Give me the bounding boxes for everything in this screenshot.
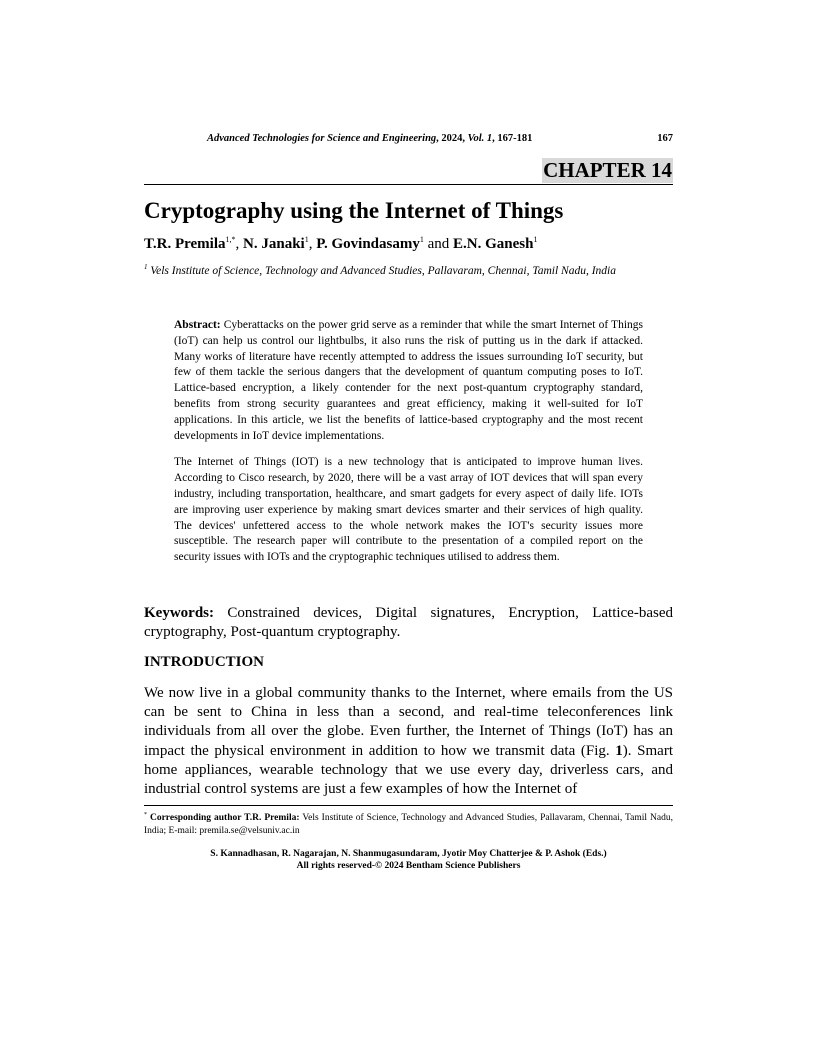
chapter-label: CHAPTER 14 xyxy=(543,158,672,182)
author-mark: 1,* xyxy=(225,235,236,244)
author-mark: 1 xyxy=(533,235,538,244)
affiliation xyxy=(144,259,673,279)
intro-paragraph xyxy=(144,684,673,799)
affiliation-mark: 1 xyxy=(144,263,148,271)
author-mark: 1 xyxy=(304,235,309,244)
footnote-rule xyxy=(144,805,673,806)
section-heading: INTRODUCTION xyxy=(144,654,265,670)
affiliation-text: Vels Institute of Science, Technology and Advanced Studies, Pallavaram, Chennai, Tamil Nadu, India xyxy=(147,264,616,277)
author-separator: , xyxy=(235,236,244,252)
author-name: E.N. Ganesh xyxy=(453,236,534,252)
journal-citation xyxy=(207,133,532,144)
chapter-rule xyxy=(144,158,673,185)
keywords xyxy=(144,604,673,642)
footnote xyxy=(144,809,673,838)
abstract xyxy=(174,318,643,577)
journal-name: Advanced Technologies for Science and Engineering xyxy=(207,133,437,144)
journal-volume: Vol. 1 xyxy=(467,133,493,144)
keywords-text: Constrained devices, Digital signatures, Encryption, Lattice-based cryptography, Post-quantum cryptography. xyxy=(144,605,673,640)
paper-title: Cryptography using the Internet of Things xyxy=(144,198,564,223)
footnote-mark: * xyxy=(144,812,147,818)
editors-line: S. Kannadhasan, R. Nagarajan, N. Shanmugasundaram, Jyotir Moy Chatterjee & P. Ashok (Eds.) xyxy=(210,849,607,859)
abstract-paragraph xyxy=(174,318,643,444)
footnote-text: Vels Institute of Science, Technology and Advanced Studies, Pallavaram, Chennai, Tamil Nadu, India; E-mail: premila.se@velsuniv.ac.in xyxy=(144,813,673,837)
author-separator: , xyxy=(308,236,317,252)
journal-pages: , 167-181 xyxy=(492,133,533,144)
author-name: T.R. Premila xyxy=(144,236,226,252)
author-name: N. Janaki xyxy=(243,236,305,252)
keywords-label: Keywords: xyxy=(144,605,214,621)
page-number: 167 xyxy=(657,133,673,144)
abstract-label: Abstract: xyxy=(174,319,221,331)
author-mark: 1 xyxy=(419,235,424,244)
intro-text-continued: ). Smart home appliances, wearable technology that we use every day, driverless cars, and industrial control systems are just a few examples of how the Internet of xyxy=(144,742,673,798)
abstract-paragraph-2: The Internet of Things (IOT) is a new technology that is anticipated to improve human lives. According to Cisco research, by 2020, there will be a vast array of IOT devices that will span every industry, including transportation, healthcare, and smart gadgets for every aspect of daily life. IOTs are improving user experience by making smart devices smarter and their services of high quality. The devices' unfettered access to the whole network makes the IOT's security issues more susceptible. The research paper will contribute to the presentation of a compiled report on the security issues with IOTs and the cryptographic techniques utilised to address them. xyxy=(174,456,643,564)
author-list xyxy=(144,236,673,253)
footnote-label: Corresponding author T.R. Premila: xyxy=(147,813,300,824)
copyright-line: All rights reserved-© 2024 Bentham Science Publishers xyxy=(296,861,521,871)
author-separator: and xyxy=(423,236,454,252)
figure-reference[interactable]: 1 xyxy=(615,742,623,759)
journal-year: , 2024, xyxy=(436,133,468,144)
intro-text: We now live in a global community thanks to the Internet, where emails from the US can be sent to China in less than a second, and real-time teleconferences link individuals from all over the globe. Even further, the Internet of Things (IoT) has an impact the physical environment in addition to how we transmit data (Fig. xyxy=(144,685,673,759)
publisher-info xyxy=(144,848,673,872)
abstract-text: Cyberattacks on the power grid serve as a reminder that while the smart Internet of Things (IoT) can help us control our lightbulbs, it also runs the risk of putting us in the dark if attacked. Many works of literature have recently attempted to address the issues surrounding IoT security, but few of them tackle the serious dangers that the development of quantum computing poses to IoT. Lattice-based encryption, a likely contender for the next post-quantum cryptography standard, benefits from strong security guarantees and great efficiency, making it well-suited for IoT applications. In this article, we list the benefits of lattice-based cryptography and the most recent developments in IoT device implementations. xyxy=(174,319,643,442)
author-name: P. Govindasamy xyxy=(316,236,420,252)
